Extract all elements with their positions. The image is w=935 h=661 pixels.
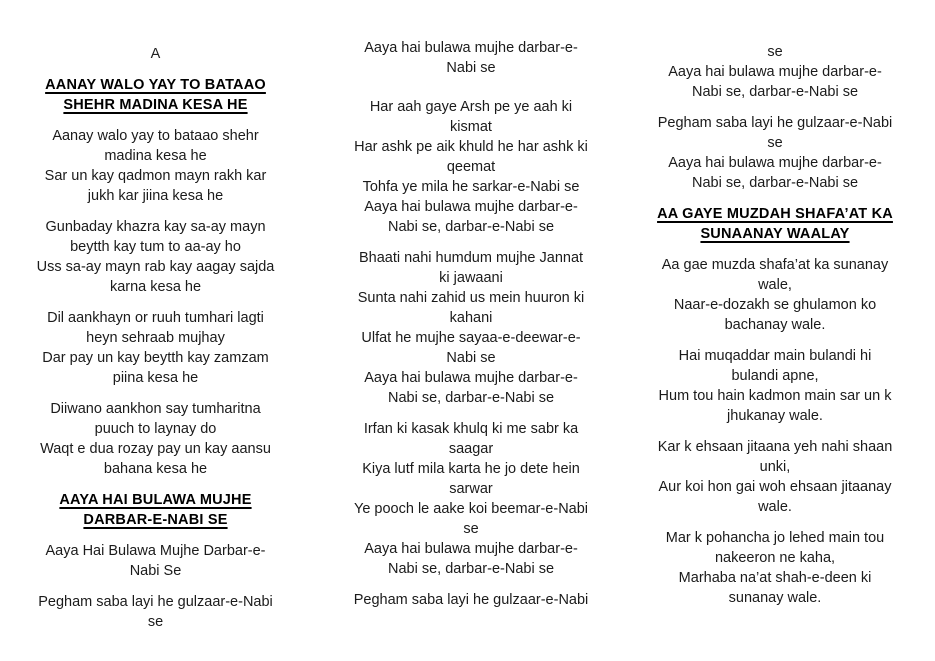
lyric-line: Naar-e-dozakh se ghulamon ko [673,297,877,313]
lyric-line: Nabi se, darbar-e-Nabi se [691,84,859,100]
stanza [28,308,283,388]
lyric-line: Dar pay un kay beytth kay zamzam [42,350,269,366]
lyric-line: Har ashk pe aik khuld he har ashk ki [354,139,588,155]
lyric-line: Pegham saba layi he gulzaar-e-Nabi [38,594,273,610]
lyric-line: Nabi se [446,350,496,366]
lyric-line: sarwar [449,481,493,497]
column-1 [28,38,283,643]
lyric-line: Aur koi hon gai woh ehsaan jitaanay [658,479,892,495]
lyric-line: Kiya lutf mila karta he jo dete hein [362,461,580,477]
lyric-line: Uss sa-ay mayn rab kay aagay sajda [36,259,275,275]
lyric-line: heyn sehraab mujhay [86,330,225,346]
lyric-line: Aaya hai bulawa mujhe darbar-e- [364,199,578,215]
lyric-line: Mar k pohancha jo lehed main tou [665,530,885,546]
stanza [28,399,283,479]
lyric-line: se [147,614,164,630]
lyric-line: wale, [758,277,792,293]
lyric-line: Gunbaday khazra kay sa-ay mayn [45,219,266,235]
stanza [28,217,283,297]
lyric-line: Kar k ehsaan jitaana yeh nahi shaan [657,439,893,455]
song-title-line: SUNAANAY WAALAY [700,226,850,242]
lyric-line: puuch to laynay do [94,421,217,437]
stanza [639,437,911,517]
lyric-line: Aaya hai bulawa mujhe darbar-e- [364,40,578,56]
lyric-line: ki jawaani [439,270,503,286]
lyric-line: jukh kar jiina kesa he [87,188,224,204]
stanza [639,42,911,102]
lyric-line: Aa gae muzda shafa’at ka sunanay [661,257,889,273]
song-title-line: AA GAYE MUZDAH SHAFA’AT KA [657,206,893,222]
lyric-line: Hum tou hain kadmon main sar un k [658,388,892,404]
song-title [28,75,283,115]
lyric-line: kahani [449,310,493,326]
lyric-line: Aaya hai bulawa mujhe darbar-e- [668,155,882,171]
song-title [639,204,911,244]
lyric-line: kismat [450,119,492,135]
stanza [28,592,283,632]
song-title-line: AANAY WALO YAY TO BATAAO [45,77,266,93]
lyric-line: Pegham saba layi he gulzaar-e-Nabi [353,592,589,608]
stanza [335,97,607,237]
stanza [335,38,607,78]
stanza [639,528,911,608]
lyric-line: nakeeron ne kaha, [714,550,836,566]
lyric-line: jhukanay wale. [727,408,823,424]
song-title-line: AAYA HAI BULAWA MUJHE [59,492,252,508]
lyric-line: Aaya hai bulawa mujhe darbar-e- [364,541,578,557]
lyric-line: Irfan ki kasak khulq ki me sabr ka [363,421,579,437]
lyric-line: saagar [448,441,494,457]
lyric-line: piina kesa he [112,370,199,386]
column-2 [335,38,607,621]
lyric-line: Hai muqaddar main bulandi hi [678,348,872,364]
lyric-line: Nabi se, darbar-e-Nabi se [387,219,555,235]
lyric-line: madina kesa he [104,148,207,164]
lyric-line: Sar un kay qadmon mayn rakh kar [44,168,267,184]
lyric-line: Marhaba na’at shah-e-deen ki [678,570,872,586]
lyric-line: unki, [759,459,791,475]
lyric-line: Nabi se, darbar-e-Nabi se [691,175,859,191]
lyric-line: Nabi se [446,60,496,76]
lyric-line: Sunta nahi zahid us mein huuron ki [357,290,585,306]
lyric-line: Aaya hai bulawa mujhe darbar-e- [668,64,882,80]
alphabet-index-letter [28,44,283,64]
song-title [28,490,283,530]
lyric-line: Pegham saba layi he gulzaar-e-Nabi [657,115,893,131]
lyric-line: Ulfat he mujhe sayaa-e-deewar-e- [361,330,581,346]
lyric-line: se [463,521,479,537]
lyric-line: Diiwano aankhon say tumharitna [50,401,261,417]
lyric-line: Ye pooch le aake koi beemar-e-Nabi [353,501,589,517]
lyric-line: Waqt e dua rozay pay un kay aansu [40,441,271,457]
lyric-line: Aaya hai bulawa mujhe darbar-e- [364,370,578,386]
lyric-line: se [767,44,783,60]
lyric-line: Nabi Se [129,563,182,579]
lyric-line: Tohfa ye mila he sarkar-e-Nabi se [362,179,580,195]
lyric-line: Bhaati nahi humdum mujhe Jannat [358,250,584,266]
lyric-line: bachanay wale. [724,317,826,333]
lyric-line: sunanay wale. [728,590,822,606]
lyric-line: Aanay walo yay to bataao shehr [52,128,259,144]
stanza [335,590,607,610]
stanza [639,255,911,335]
song-title-line: DARBAR-E-NABI SE [83,512,228,528]
lyric-line: beytth kay tum to aa-ay ho [70,239,241,255]
lyric-line: bahana kesa he [103,461,208,477]
stanza [335,248,607,408]
lyric-line: A [150,46,161,62]
lyric-line: karna kesa he [109,279,202,295]
lyric-line: qeemat [446,159,496,175]
lyric-line: se [767,135,783,151]
lyric-line: Dil aankhayn or ruuh tumhari lagti [47,310,264,326]
lyric-line: Aaya Hai Bulawa Mujhe Darbar-e- [45,543,266,559]
stanza [28,541,283,581]
column-3 [639,38,911,619]
stanza [639,113,911,193]
stanza [335,419,607,579]
lyric-line: Har aah gaye Arsh pe ye aah ki [369,99,573,115]
stanza [28,126,283,206]
lyric-line: Nabi se, darbar-e-Nabi se [387,390,555,406]
song-title-line: SHEHR MADINA KESA HE [63,97,248,113]
lyric-line: Nabi se, darbar-e-Nabi se [387,561,555,577]
lyric-line: bulandi apne, [731,368,819,384]
stanza [639,346,911,426]
lyric-line: wale. [758,499,792,515]
